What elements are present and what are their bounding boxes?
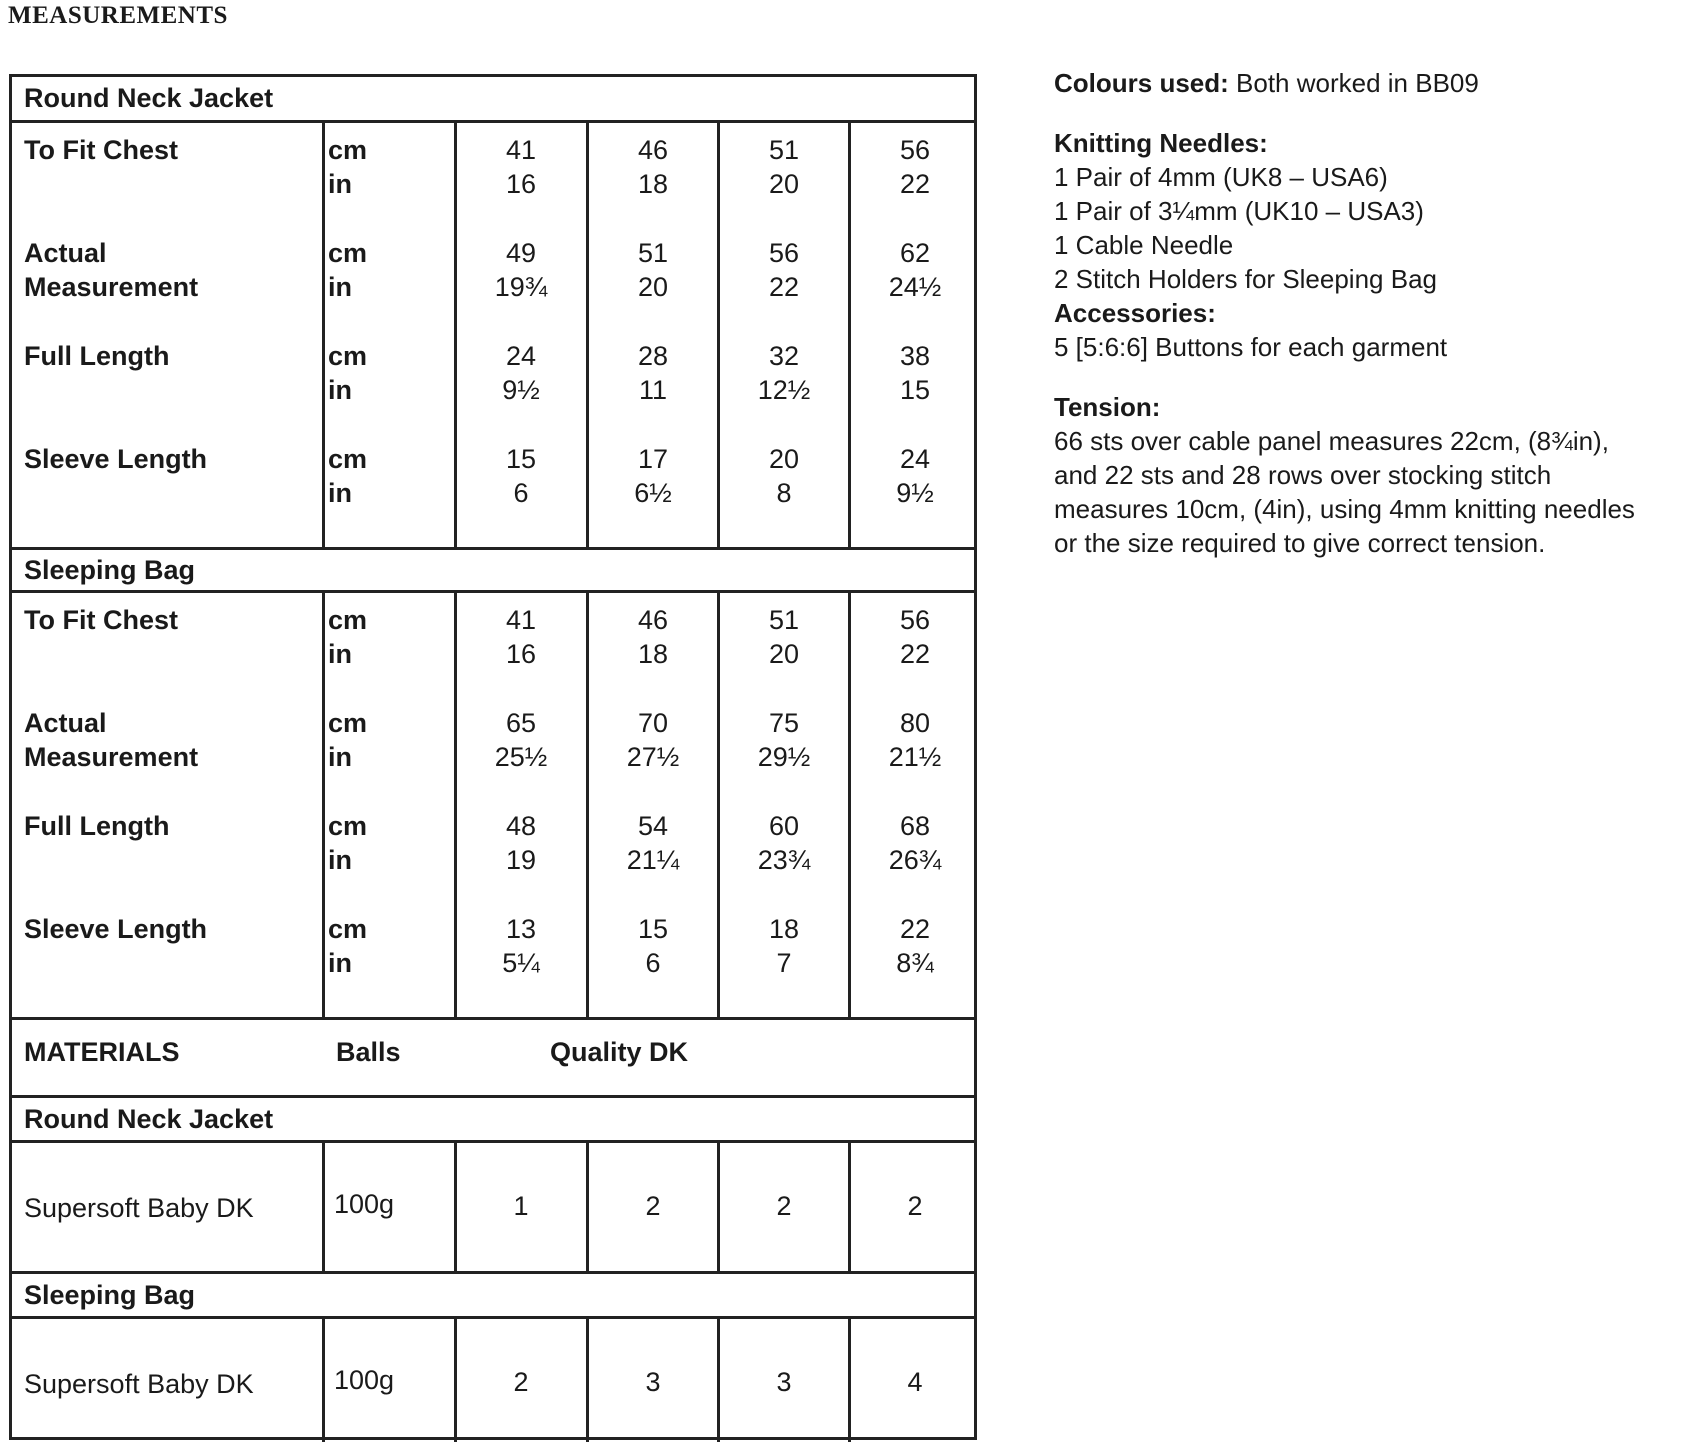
value-cm: 22 [899,914,931,944]
value-cm: 68 [899,811,931,841]
unit-cm: cm [328,444,368,474]
unit-in: in [328,169,352,199]
value-cm: 46 [637,135,669,165]
value-in: 25½ [494,742,548,772]
value-in: 20 [768,169,800,199]
colours-line [1054,66,1694,100]
quality-header: Quality DK [550,1037,689,1067]
value-cm: 38 [899,341,931,371]
value-in: 18 [637,639,669,669]
value-in: 11 [638,375,668,405]
value-in: 7 [776,948,792,978]
materials-section-title: Sleeping Bag [12,1271,974,1319]
yarn-name: Supersoft Baby DK [24,1369,254,1399]
value-cm: 51 [768,605,800,635]
value-in: 27½ [626,742,680,772]
ball-count: 2 [645,1191,661,1221]
unit-in: in [328,845,352,875]
accessories-value: 5 [5:6:6] Buttons for each garment [1054,332,1448,362]
value-cm: 13 [505,914,537,944]
value-in: 8 [776,478,792,508]
unit-cm: cm [328,605,368,635]
unit-cm: cm [328,341,368,371]
value-in: 8¾ [896,948,934,978]
tension-line: measures 10cm, (4in), using 4mm knitting needles [1054,494,1635,524]
row-label: Actual [24,708,107,738]
materials-header: MATERIALS [24,1037,180,1067]
section-title: Sleeping Bag [12,547,974,593]
ball-count: 2 [907,1191,923,1221]
value-cm: 24 [505,341,537,371]
value-cm: 56 [768,238,800,268]
value-in: 26¾ [888,845,942,875]
measurements-table [9,74,977,1440]
row-label: Full Length [24,811,170,841]
value-in: 22 [899,639,931,669]
section-title: Round Neck Jacket [12,77,974,123]
value-cm: 54 [637,811,669,841]
yarn-weight: 100g [334,1365,395,1395]
value-cm: 60 [768,811,800,841]
column-divider [322,123,325,547]
unit-in: in [328,742,352,772]
needle-item: 1 Cable Needle [1054,230,1234,260]
value-cm: 75 [768,708,800,738]
unit-cm: cm [328,708,368,738]
value-cm: 70 [637,708,669,738]
value-in: 9½ [896,478,934,508]
needle-item: 1 Pair of 4mm (UK8 – USA6) [1054,162,1388,192]
yarn-name: Supersoft Baby DK [24,1193,254,1223]
value-in: 16 [505,169,537,199]
row-label: To Fit Chest [24,135,178,165]
value-in: 20 [768,639,800,669]
materials-section-title: Round Neck Jacket [12,1095,974,1143]
row-label: Full Length [24,341,170,371]
value-cm: 62 [899,238,931,268]
row-label: Measurement [24,272,199,302]
value-in: 15 [899,375,931,405]
value-cm: 48 [505,811,537,841]
value-in: 20 [637,272,669,302]
value-in: 24½ [888,272,942,302]
column-divider [322,1319,325,1442]
value-cm: 41 [505,605,537,635]
value-in: 19 [505,845,537,875]
needle-item: 2 Stitch Holders for Sleeping Bag [1054,264,1437,294]
unit-cm: cm [328,135,368,165]
value-in: 22 [768,272,800,302]
value-cm: 56 [899,135,931,165]
value-cm: 46 [637,605,669,635]
colours-value: Both worked in BB09 [1228,68,1479,98]
needle-item: 1 Pair of 3¼mm (UK10 – USA3) [1054,196,1424,226]
value-cm: 20 [768,444,800,474]
row-label: Sleeve Length [24,914,208,944]
value-in: 16 [505,639,537,669]
value-cm: 32 [768,341,800,371]
tension-line: 66 sts over cable panel measures 22cm, (8¾in), [1054,426,1609,456]
value-cm: 18 [768,914,800,944]
value-in: 21½ [888,742,942,772]
colours-label: Colours used: [1054,68,1229,98]
unit-in: in [328,639,352,669]
balls-header: Balls [336,1037,401,1067]
value-cm: 51 [768,135,800,165]
value-cm: 15 [505,444,537,474]
value-in: 12½ [757,375,811,405]
ball-count: 3 [776,1367,792,1397]
tension-label: Tension: [1054,392,1161,422]
value-cm: 51 [637,238,669,268]
value-cm: 15 [637,914,669,944]
ball-count: 1 [513,1191,529,1221]
row-label: Measurement [24,742,199,772]
accessories-label: Accessories: [1054,298,1216,328]
value-cm: 24 [899,444,931,474]
unit-cm: cm [328,914,368,944]
page-heading: MEASUREMENTS [8,2,228,29]
row-label: To Fit Chest [24,605,178,635]
value-cm: 65 [505,708,537,738]
value-in: 6½ [634,478,672,508]
row-label: Sleeve Length [24,444,208,474]
value-cm: 17 [637,444,669,474]
value-in: 18 [637,169,669,199]
tension-line: or the size required to give correct tension. [1054,528,1546,558]
row-label: Actual [24,238,107,268]
column-divider [322,593,325,1017]
needles-label: Knitting Needles: [1054,128,1268,158]
value-in: 6 [645,948,661,978]
ball-count: 4 [907,1367,923,1397]
column-divider [322,1143,325,1271]
value-cm: 28 [637,341,669,371]
value-cm: 49 [505,238,537,268]
value-in: 5¼ [502,948,540,978]
value-cm: 41 [505,135,537,165]
unit-in: in [328,478,352,508]
ball-count: 2 [776,1191,792,1221]
value-in: 23¾ [757,845,811,875]
value-in: 29½ [757,742,811,772]
value-in: 19¾ [494,272,548,302]
value-in: 22 [899,169,931,199]
tension-line: and 22 sts and 28 rows over stocking stitch [1054,460,1552,490]
unit-in: in [328,272,352,302]
unit-in: in [328,375,352,405]
ball-count: 3 [645,1367,661,1397]
value-cm: 56 [899,605,931,635]
info-panel [1054,66,1694,560]
value-cm: 80 [899,708,931,738]
value-in: 6 [513,478,529,508]
yarn-weight: 100g [334,1189,395,1219]
value-in: 9½ [502,375,540,405]
unit-cm: cm [328,811,368,841]
value-in: 21¼ [626,845,680,875]
unit-cm: cm [328,238,368,268]
unit-in: in [328,948,352,978]
ball-count: 2 [513,1367,529,1397]
